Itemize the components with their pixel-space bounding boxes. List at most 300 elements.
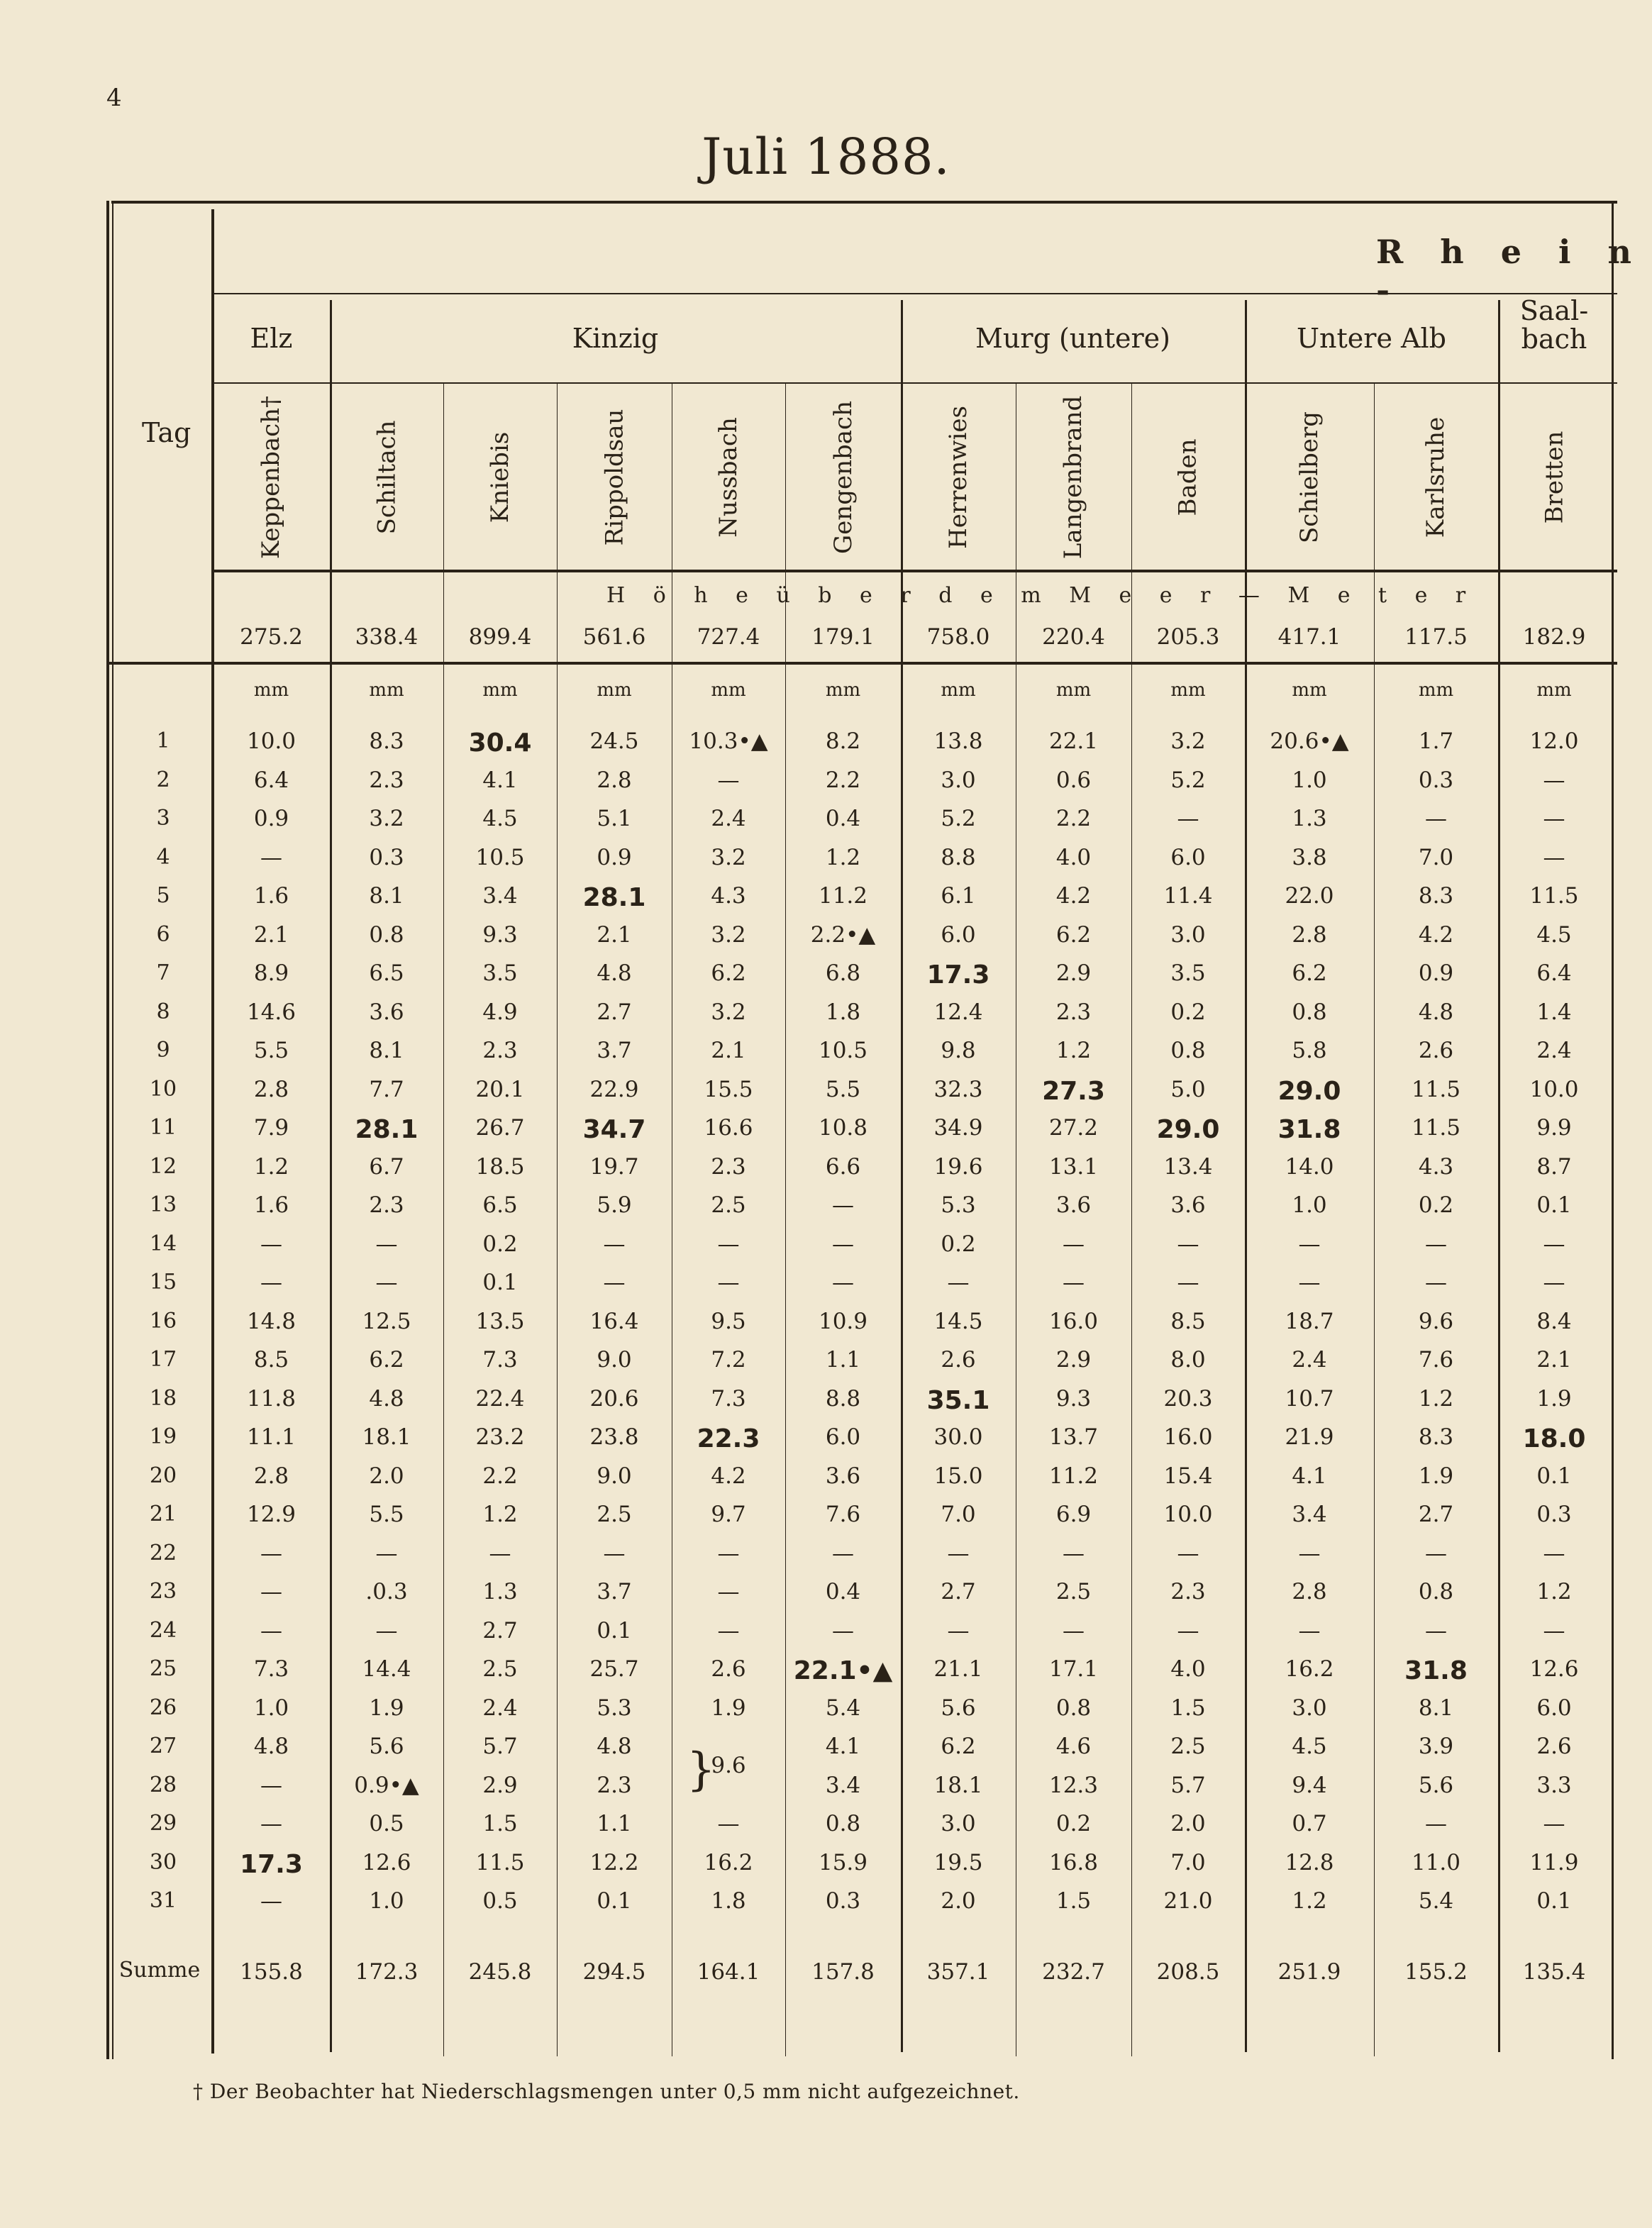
table-cell: 16.0 xyxy=(1163,1424,1213,1450)
table-cell: — xyxy=(1177,806,1199,831)
table-cell: — xyxy=(1425,1811,1447,1836)
table-cell: — xyxy=(717,1811,740,1836)
day-label: 24 xyxy=(149,1618,177,1643)
table-cell: 9.9 xyxy=(1536,1115,1572,1141)
table-cell: 2.3 xyxy=(369,1192,404,1218)
table-cell: 10.8 xyxy=(818,1115,868,1141)
rule-right xyxy=(1612,201,1614,2059)
table-cell: — xyxy=(1425,1618,1447,1644)
table-cell: 0.1 xyxy=(597,1618,632,1644)
table-cell: — xyxy=(603,1541,626,1566)
table-cell: 2.3 xyxy=(711,1154,746,1180)
table-cell: 0.2 xyxy=(1170,999,1206,1025)
table-cell: 4.2 xyxy=(1418,922,1454,948)
table-cell: 0.9 xyxy=(597,845,632,870)
table-cell: 6.0 xyxy=(1170,845,1206,870)
table-cell: 8.3 xyxy=(1418,883,1454,909)
sum-value: 157.8 xyxy=(811,1959,875,1985)
table-cell: — xyxy=(260,1773,282,1798)
table-cell: 5.6 xyxy=(369,1734,404,1759)
region-label: R h e i n - xyxy=(1376,233,1644,309)
table-cell: 29.0 xyxy=(1156,1115,1220,1144)
table-cell: 4.2 xyxy=(711,1463,746,1489)
table-cell: 11.5 xyxy=(1411,1077,1461,1102)
table-cell: 7.3 xyxy=(253,1656,289,1682)
table-cell: 1.2 xyxy=(482,1502,518,1527)
table-cell: 11.4 xyxy=(1163,883,1213,909)
group-label: Elz xyxy=(250,323,293,354)
table-cell: 3.6 xyxy=(825,1463,861,1489)
table-cell: — xyxy=(1177,1270,1199,1295)
table-cell: 17.3 xyxy=(926,960,990,990)
table-cell: — xyxy=(260,845,282,870)
station-name: Schielberg xyxy=(1295,411,1324,543)
station-name: Bretten xyxy=(1540,431,1568,523)
table-cell: 1.0 xyxy=(1292,1192,1327,1218)
table-cell: 9.3 xyxy=(482,922,518,948)
table-cell: — xyxy=(717,1231,740,1257)
day-label: 13 xyxy=(149,1192,177,1217)
station-name: Keppenbach† xyxy=(257,395,286,559)
table-cell: — xyxy=(375,1618,398,1644)
table-cell: 12.9 xyxy=(246,1502,296,1527)
group-label: Untere Alb xyxy=(1297,323,1446,354)
table-cell: — xyxy=(1543,767,1565,793)
table-cell: 1.2 xyxy=(1055,1038,1092,1063)
table-cell: — xyxy=(1063,1270,1085,1295)
table-cell: 3.0 xyxy=(1292,1695,1327,1721)
table-cell: 3.7 xyxy=(597,1038,632,1063)
table-cell: 7.6 xyxy=(825,1502,861,1527)
table-cell: 11.8 xyxy=(246,1386,296,1412)
table-cell: 14.4 xyxy=(362,1656,411,1682)
table-cell: 2.8 xyxy=(597,767,632,793)
table-cell: 20.6 xyxy=(589,1386,639,1412)
table-cell: 8.0 xyxy=(1170,1347,1206,1373)
table-cell: 2.5 xyxy=(711,1192,746,1218)
table-cell: — xyxy=(947,1270,970,1295)
table-cell: — xyxy=(260,1579,282,1605)
table-cell: 7.0 xyxy=(941,1502,976,1527)
table-cell: 11.2 xyxy=(1048,1463,1099,1489)
table-cell: 9.0 xyxy=(597,1347,632,1373)
table-cell: — xyxy=(1543,806,1565,831)
table-cell: — xyxy=(1177,1618,1199,1644)
table-cell: 20.1 xyxy=(475,1077,525,1102)
page-number: 4 xyxy=(106,84,122,112)
unit-label: mm xyxy=(941,680,976,701)
table-cell: 6.2 xyxy=(369,1347,404,1373)
unit-label: mm xyxy=(1292,680,1327,701)
table-cell: — xyxy=(947,1618,970,1644)
elevation-value: 220.4 xyxy=(1042,624,1105,650)
table-cell: — xyxy=(832,1541,854,1566)
day-label: 17 xyxy=(149,1347,177,1372)
table-cell: 1.2 xyxy=(1418,1386,1454,1412)
table-cell: 12.5 xyxy=(362,1309,411,1334)
table-cell: 16.2 xyxy=(704,1850,753,1875)
table-cell: 17.3 xyxy=(240,1850,303,1879)
table-cell: — xyxy=(832,1192,854,1218)
table-cell: 6.4 xyxy=(1536,960,1572,986)
table-cell: 2.7 xyxy=(941,1579,976,1605)
table-cell: 10.9 xyxy=(818,1309,868,1334)
table-cell: 0.8 xyxy=(1292,999,1327,1025)
elevation-value: 561.6 xyxy=(582,624,646,650)
table-cell: 1.0 xyxy=(253,1695,289,1721)
table-cell: 12.2 xyxy=(589,1850,639,1875)
elevation-value: 182.9 xyxy=(1522,624,1586,650)
unit-label: mm xyxy=(253,680,289,701)
table-cell: 13.5 xyxy=(475,1309,525,1334)
station-name: Karlsruhe xyxy=(1421,416,1451,538)
table-cell: 8.8 xyxy=(825,1386,861,1412)
table-cell: 3.7 xyxy=(597,1579,632,1605)
table-cell: 0.8 xyxy=(1055,1695,1092,1721)
table-cell: 7.3 xyxy=(482,1347,518,1373)
table-cell: 5.7 xyxy=(482,1734,518,1759)
table-cell: 30.0 xyxy=(933,1424,983,1450)
table-cell: 2.7 xyxy=(1418,1502,1454,1527)
rule-col-sep-6 xyxy=(1374,382,1375,2056)
table-cell: 2.3 xyxy=(369,767,404,793)
table-cell: 5.6 xyxy=(1418,1773,1454,1798)
elevation-value: 758.0 xyxy=(926,624,990,650)
unit-label: mm xyxy=(1170,680,1206,701)
table-cell: 3.2 xyxy=(711,922,746,948)
table-cell: 1.5 xyxy=(1055,1888,1092,1914)
table-cell: 0.6 xyxy=(1055,767,1092,793)
table-cell: 2.9 xyxy=(1055,960,1092,986)
table-cell: 16.2 xyxy=(1285,1656,1334,1682)
table-cell: 1.1 xyxy=(825,1347,861,1373)
table-cell: — xyxy=(947,1541,970,1566)
table-cell: 9.3 xyxy=(1055,1386,1092,1412)
table-cell: 6.2 xyxy=(941,1734,976,1759)
table-cell: 3.2 xyxy=(1170,728,1206,754)
table-cell: 3.0 xyxy=(941,767,976,793)
table-cell: 3.6 xyxy=(1055,1192,1092,1218)
table-cell: 2.6 xyxy=(1418,1038,1454,1063)
table-cell: 24.5 xyxy=(589,728,639,754)
day-label: 8 xyxy=(156,999,170,1024)
table-cell: 2.3 xyxy=(1170,1579,1206,1605)
row-header-tag: Tag xyxy=(142,417,192,448)
table-cell: 2.3 xyxy=(482,1038,518,1063)
station-name: Kniebis xyxy=(486,431,515,523)
table-cell: 6.0 xyxy=(1536,1695,1572,1721)
table-cell: 5.4 xyxy=(825,1695,861,1721)
table-cell: 2.2 xyxy=(1055,806,1092,831)
table-cell: 1.8 xyxy=(825,999,861,1025)
day-label: 19 xyxy=(149,1424,177,1449)
table-cell: 21.0 xyxy=(1163,1888,1213,1914)
table-cell: 22.9 xyxy=(589,1077,639,1102)
table-cell: 0.4 xyxy=(825,1579,861,1605)
table-cell: 14.8 xyxy=(246,1309,296,1334)
table-cell: 9.6 xyxy=(1418,1309,1454,1334)
elevation-value: 417.1 xyxy=(1277,624,1341,650)
table-cell: 8.3 xyxy=(1418,1424,1454,1450)
table-cell: 5.2 xyxy=(941,806,976,831)
table-cell: 4.8 xyxy=(369,1386,404,1412)
table-cell: 35.1 xyxy=(926,1386,990,1415)
sum-value: 208.5 xyxy=(1156,1959,1220,1985)
table-cell: 4.8 xyxy=(597,960,632,986)
day-label: 26 xyxy=(149,1695,177,1720)
table-cell: — xyxy=(1298,1231,1321,1257)
table-cell: 13.4 xyxy=(1163,1154,1213,1180)
table-cell: 2.0 xyxy=(1170,1811,1206,1836)
table-cell: 2.3 xyxy=(597,1773,632,1798)
day-label: 12 xyxy=(149,1154,177,1179)
table-cell: 2.4 xyxy=(1536,1038,1572,1063)
day-label: 29 xyxy=(149,1811,177,1836)
table-cell: 0.1 xyxy=(597,1888,632,1914)
table-cell: 3.6 xyxy=(1170,1192,1206,1218)
elevation-value: 338.4 xyxy=(355,624,418,650)
table-cell: 6.0 xyxy=(941,922,976,948)
table-cell: 3.5 xyxy=(1170,960,1206,986)
table-cell: 0.8 xyxy=(825,1811,861,1836)
table-cell: 27.2 xyxy=(1048,1115,1099,1141)
table-cell: 12.8 xyxy=(1285,1850,1334,1875)
table-cell: 0.1 xyxy=(1536,1192,1572,1218)
table-cell: 3.3 xyxy=(1536,1773,1572,1798)
table-cell: — xyxy=(1543,1811,1565,1836)
table-cell: 8.2 xyxy=(825,728,861,754)
table-cell: 4.1 xyxy=(825,1734,861,1759)
table-cell: — xyxy=(1298,1541,1321,1566)
table-cell: 0.5 xyxy=(369,1811,404,1836)
table-cell: 4.8 xyxy=(253,1734,289,1759)
table-cell: 9.5 xyxy=(711,1309,746,1334)
table-cell: 1.0 xyxy=(1292,767,1327,793)
table-cell: — xyxy=(489,1541,511,1566)
table-cell: 2.0 xyxy=(369,1463,404,1489)
table-cell: 1.9 xyxy=(1536,1386,1572,1412)
table-cell: — xyxy=(832,1270,854,1295)
day-label: 6 xyxy=(156,922,170,947)
table-cell: — xyxy=(1063,1618,1085,1644)
table-cell: — xyxy=(1298,1270,1321,1295)
sum-value: 232.7 xyxy=(1042,1959,1105,1985)
table-cell: 2.4 xyxy=(711,806,746,831)
table-cell: 2.6 xyxy=(711,1656,746,1682)
table-cell: 5.5 xyxy=(253,1038,289,1063)
table-cell: 5.3 xyxy=(941,1192,976,1218)
table-cell: 1.4 xyxy=(1536,999,1572,1025)
group-label: Kinzig xyxy=(572,323,659,354)
table-cell: 20.3 xyxy=(1163,1386,1213,1412)
table-cell: 27.3 xyxy=(1042,1077,1105,1106)
table-cell: 1.2 xyxy=(1536,1579,1572,1605)
table-cell: — xyxy=(1425,1231,1447,1257)
table-cell: 16.8 xyxy=(1048,1850,1099,1875)
table-cell: 15.5 xyxy=(704,1077,753,1102)
table-cell: 11.0 xyxy=(1411,1850,1461,1875)
table-cell: 7.3 xyxy=(711,1386,746,1412)
table-cell: 7.7 xyxy=(369,1077,404,1102)
table-cell: 11.5 xyxy=(475,1850,525,1875)
table-cell: 4.5 xyxy=(482,806,518,831)
day-label: 3 xyxy=(156,806,170,831)
table-cell: 8.8 xyxy=(941,845,976,870)
table-cell: 9.4 xyxy=(1292,1773,1327,1798)
table-cell: 0.8 xyxy=(1418,1579,1454,1605)
elevation-value: 205.3 xyxy=(1156,624,1220,650)
table-cell: 1.5 xyxy=(482,1811,518,1836)
table-cell: 4.2 xyxy=(1055,883,1092,909)
table-cell: 12.6 xyxy=(362,1850,411,1875)
table-cell: 9.7 xyxy=(711,1502,746,1527)
table-cell: 0.3 xyxy=(1536,1502,1572,1527)
table-cell: — xyxy=(260,1541,282,1566)
table-cell: 18.1 xyxy=(933,1773,983,1798)
day-label: 10 xyxy=(149,1077,177,1102)
sum-value: 135.4 xyxy=(1522,1959,1586,1985)
table-cell: 3.2 xyxy=(369,806,404,831)
table-cell: 12.6 xyxy=(1529,1656,1579,1682)
sum-value: 155.2 xyxy=(1404,1959,1468,1985)
unit-label: mm xyxy=(711,680,746,701)
table-cell: 0.9 xyxy=(1418,960,1454,986)
table-cell: 0.2 xyxy=(1055,1811,1092,1836)
table-cell: 23.8 xyxy=(589,1424,639,1450)
day-label: 9 xyxy=(156,1038,170,1063)
table-cell: 0.8 xyxy=(369,922,404,948)
day-label: 23 xyxy=(149,1579,177,1604)
table-cell: 10.5 xyxy=(475,845,525,870)
footnote: † Der Beobachter hat Niederschlagsmengen unter 0,5 mm nicht aufgezeichnet. xyxy=(193,2080,1020,2103)
table-cell: — xyxy=(375,1541,398,1566)
table-cell: 10.0 xyxy=(1163,1502,1213,1527)
table-cell: 18.5 xyxy=(475,1154,525,1180)
table-cell: 15.0 xyxy=(933,1463,983,1489)
table-cell: 4.9 xyxy=(482,999,518,1025)
table-cell: 28.1 xyxy=(355,1115,418,1144)
table-cell: 1.3 xyxy=(482,1579,518,1605)
table-cell: 15.9 xyxy=(818,1850,868,1875)
day-label: 2 xyxy=(156,767,170,792)
sum-value: 251.9 xyxy=(1277,1959,1341,1985)
sum-label: Summe xyxy=(118,1958,201,1983)
table-cell: 8.5 xyxy=(1170,1309,1206,1334)
unit-label: mm xyxy=(1536,680,1572,701)
day-label: 20 xyxy=(149,1463,177,1488)
table-cell: 5.3 xyxy=(597,1695,632,1721)
table-cell: 14.5 xyxy=(933,1309,983,1334)
table-cell: 0.3 xyxy=(1418,767,1454,793)
table-cell: 5.1 xyxy=(597,806,632,831)
table-cell: 5.6 xyxy=(941,1695,976,1721)
table-cell: — xyxy=(260,1231,282,1257)
table-cell: — xyxy=(1543,1231,1565,1257)
table-cell: 4.0 xyxy=(1170,1656,1206,1682)
table-cell: 11.9 xyxy=(1529,1850,1579,1875)
table-cell: 2.2•▲ xyxy=(810,922,876,948)
table-cell: — xyxy=(260,1888,282,1914)
table-cell: 3.5 xyxy=(482,960,518,986)
table-cell: 2.7 xyxy=(597,999,632,1025)
station-name: Herrenwies xyxy=(944,405,972,549)
table-cell: 22.3 xyxy=(697,1424,760,1453)
table-cell: 2.5 xyxy=(597,1502,632,1527)
table-cell: 13.1 xyxy=(1048,1154,1099,1180)
table-cell: 34.9 xyxy=(933,1115,983,1141)
table-cell: 7.9 xyxy=(253,1115,289,1141)
station-name: Schiltach xyxy=(372,420,401,534)
table-cell: 8.5 xyxy=(253,1347,289,1373)
table-cell: 2.9 xyxy=(482,1773,518,1798)
table-cell: 4.1 xyxy=(482,767,518,793)
unit-label: mm xyxy=(369,680,404,701)
table-cell: 4.1 xyxy=(1292,1463,1327,1489)
table-cell: 0.1 xyxy=(1536,1463,1572,1489)
table-cell: 5.9 xyxy=(597,1192,632,1218)
table-cell: 10.7 xyxy=(1285,1386,1334,1412)
table-cell: 2.1 xyxy=(253,922,289,948)
table-cell: 19.5 xyxy=(933,1850,983,1875)
station-name: Nussbach xyxy=(714,416,743,538)
table-cell: 8.3 xyxy=(369,728,404,754)
table-cell: 8.7 xyxy=(1536,1154,1572,1180)
table-cell: 23.2 xyxy=(475,1424,525,1450)
table-cell: 18.7 xyxy=(1285,1309,1334,1334)
table-cell: 1.5 xyxy=(1170,1695,1206,1721)
table-cell: 4.8 xyxy=(597,1734,632,1759)
table-cell: — xyxy=(603,1270,626,1295)
table-cell: 1.1 xyxy=(597,1811,632,1836)
unit-label: mm xyxy=(1055,680,1092,701)
merged-cell: 9.6 xyxy=(711,1753,746,1778)
table-cell: 21.1 xyxy=(933,1656,983,1682)
day-label: 7 xyxy=(156,960,170,985)
table-cell: 5.2 xyxy=(1170,767,1206,793)
table-cell: 16.6 xyxy=(704,1115,753,1141)
day-label: 4 xyxy=(156,845,170,870)
table-cell: 4.6 xyxy=(1055,1734,1092,1759)
table-cell: — xyxy=(1298,1618,1321,1644)
rule-group-sep-2 xyxy=(1245,300,1247,2052)
day-label: 5 xyxy=(156,883,170,908)
table-cell: 2.4 xyxy=(1292,1347,1327,1373)
table-cell: 18.1 xyxy=(362,1424,411,1450)
day-label: 21 xyxy=(149,1502,177,1526)
table-cell: 22.4 xyxy=(475,1386,525,1412)
table-cell: 3.2 xyxy=(711,845,746,870)
table-cell: 7.0 xyxy=(1170,1850,1206,1875)
unit-label: mm xyxy=(1418,680,1454,701)
table-cell: 30.4 xyxy=(468,728,532,758)
table-cell: 6.9 xyxy=(1055,1502,1092,1527)
rule-header-bottom xyxy=(106,662,1617,665)
table-cell: 1.2 xyxy=(1292,1888,1327,1914)
station-name: Rippoldsau xyxy=(600,409,629,545)
table-cell: .0.3 xyxy=(365,1579,408,1605)
sum-value: 164.1 xyxy=(697,1959,760,1985)
table-cell: 4.8 xyxy=(1418,999,1454,1025)
table-cell: 8.4 xyxy=(1536,1309,1572,1334)
table-cell: 3.4 xyxy=(482,883,518,909)
table-cell: 0.7 xyxy=(1292,1811,1327,1836)
table-cell: — xyxy=(717,767,740,793)
sum-value: 172.3 xyxy=(355,1959,418,1985)
table-cell: — xyxy=(717,1579,740,1605)
table-cell: 32.3 xyxy=(933,1077,983,1102)
table-cell: 0.9•▲ xyxy=(354,1773,419,1798)
table-cell: 2.2 xyxy=(482,1463,518,1489)
